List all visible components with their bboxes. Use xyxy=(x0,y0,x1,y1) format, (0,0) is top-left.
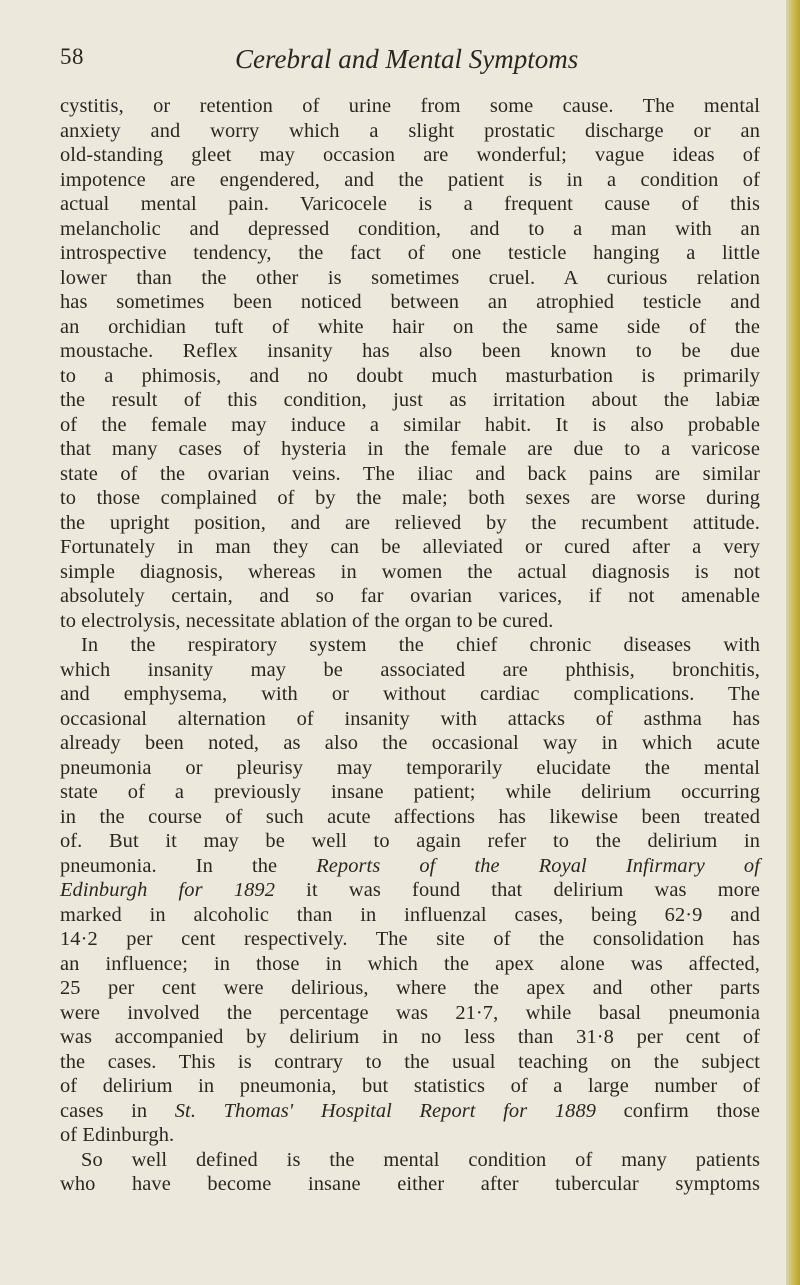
italic-citation: Reports of the Royal Infirmary of xyxy=(316,854,760,877)
italic-citation: Edinburgh for 1892 xyxy=(60,879,275,901)
text-line: impotence are engendered, and the patient is in a condition of xyxy=(60,168,760,191)
text-line: the upright position, and are relieved by the recumbent attitude. xyxy=(60,511,760,534)
text-line xyxy=(60,1099,760,1124)
text-line: 25 per cent were delirious, where the apex and other parts xyxy=(60,977,760,999)
running-title: Cerebral and Mental Symptoms xyxy=(235,44,579,74)
text-line: In the respiratory system the chief chronic diseases with xyxy=(81,634,760,656)
text-line: lower than the other is sometimes cruel. A curious relation xyxy=(60,266,760,289)
text-line: state of a previously insane patient; while delirium occurring xyxy=(60,781,760,803)
text-line: an orchidian tuft of white hair on the same side of the xyxy=(60,315,760,338)
text-line: the cases. This is contrary to the usual teaching on the subject xyxy=(60,1050,760,1073)
text-line: absolutely certain, and so far ovarian varices, if not amenable xyxy=(60,585,760,607)
text-line: introspective tendency, the fact of one testicle hanging a little xyxy=(60,242,760,264)
text-line: an influence; in those in which the apex alone was affected, xyxy=(60,952,760,975)
text-line: and emphysema, with or without cardiac complications. The xyxy=(60,683,760,705)
text-line: marked in alcoholic than in influenzal cases, being 62·9 and xyxy=(60,903,760,926)
text-line: old-standing gleet may occasion are wonderful; vague ideas of xyxy=(60,144,760,166)
page-edge xyxy=(786,0,800,1285)
text-line: So well defined is the mental condition of many patients xyxy=(81,1148,760,1171)
text-line: occasional alternation of insanity with attacks of asthma has xyxy=(60,707,760,730)
text-line: Fortunately in man they can be alleviated or cured after a very xyxy=(60,536,760,558)
text-line: to electrolysis, necessitate ablation of the organ to be cured. xyxy=(60,609,554,632)
text-line: already been noted, as also the occasional way in which acute xyxy=(60,732,760,754)
italic-citation: St. Thomas' Hospital Report for 1889 xyxy=(174,1099,597,1122)
text-segment: pneumonia. In the xyxy=(60,854,317,877)
text-line: pneumonia or pleurisy may temporarily elucidate the mental xyxy=(60,756,760,779)
text-line: simple diagnosis, whereas in women the actual diagnosis is not xyxy=(60,560,760,583)
text-line: 14·2 per cent respectively. The site of the consolidation has xyxy=(60,928,760,950)
text-line: anxiety and worry which a slight prostatic discharge or an xyxy=(60,119,760,142)
text-line: melancholic and depressed condition, and to a man with an xyxy=(60,217,760,240)
text-line xyxy=(60,854,760,879)
text-line: moustache. Reflex insanity has also been known to be due xyxy=(60,340,760,362)
text-line: the result of this condition, just as irritation about the labiæ xyxy=(60,389,760,411)
text-line: actual mental pain. Varicocele is a frequent cause of this xyxy=(60,193,760,215)
text-segment: it was found that delirium was more xyxy=(275,879,760,901)
text-line: cystitis, or retention of urine from some cause. The mental xyxy=(60,95,760,117)
text-line: of Edinburgh. xyxy=(60,1124,175,1146)
text-line: that many cases of hysteria in the female are due to a varicose xyxy=(60,438,760,460)
text-line: to those complained of by the male; both sexes are worse during xyxy=(60,487,760,509)
text-line: state of the ovarian veins. The iliac and back pains are similar xyxy=(60,462,760,485)
text-line: was accompanied by delirium in no less than 31·8 per cent of xyxy=(60,1026,760,1048)
running-head xyxy=(60,44,760,84)
text-line xyxy=(60,878,760,903)
text-line: of delirium in pneumonia, but statistics of a large number of xyxy=(60,1075,760,1097)
text-line: to a phimosis, and no doubt much masturbation is primarily xyxy=(60,364,760,387)
text-line: has sometimes been noticed between an atrophied testicle and xyxy=(60,291,760,313)
page-number: 58 xyxy=(60,44,84,69)
text-line: were involved the percentage was 21·7, while basal pneumonia xyxy=(60,1001,760,1024)
text-segment: cases in xyxy=(60,1099,175,1122)
text-line: in the course of such acute affections has likewise been treated xyxy=(60,805,760,828)
text-line: of the female may induce a similar habit. It is also probable xyxy=(60,413,760,436)
text-line: of. But it may be well to again refer to the delirium in xyxy=(60,830,760,852)
text-segment: confirm those xyxy=(596,1099,760,1122)
body-text xyxy=(60,94,760,1197)
text-line: who have become insane either after tubercular symptoms xyxy=(60,1173,760,1195)
text-line: which insanity may be associated are phthisis, bronchitis, xyxy=(60,658,760,681)
